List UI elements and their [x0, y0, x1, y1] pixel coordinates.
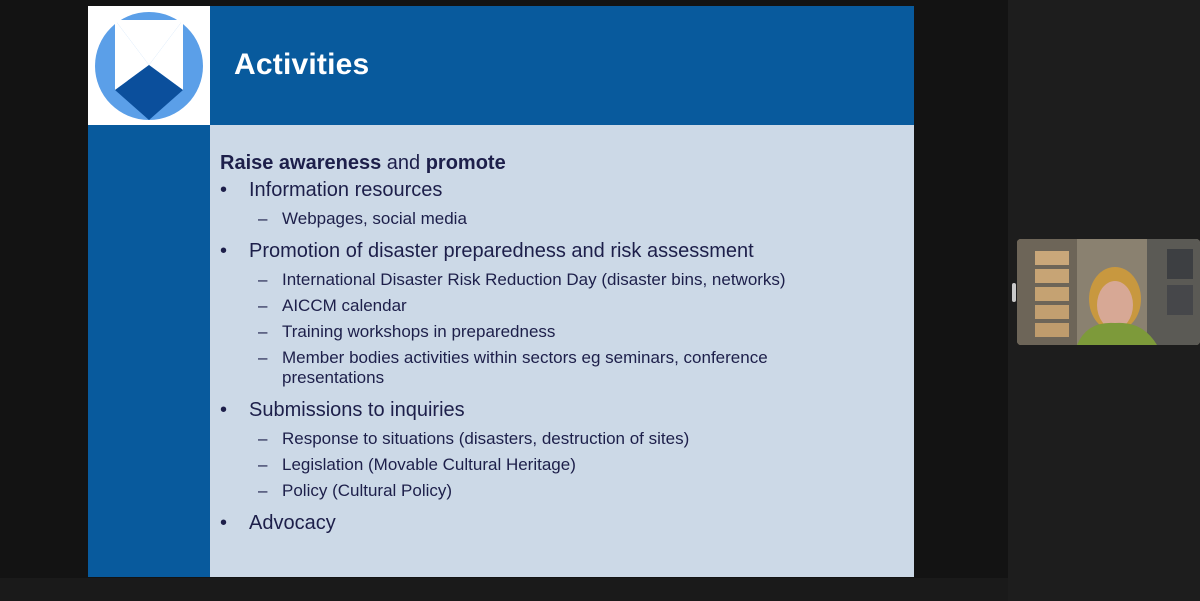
resize-handle[interactable]	[1012, 283, 1016, 302]
sub-item: – Response to situations (disasters, destruction of sites)	[258, 429, 690, 448]
sub-item: – Member bodies activities within sectors eg seminars, conference presentations	[258, 348, 768, 387]
left-band	[88, 125, 210, 577]
shared-slide	[88, 6, 914, 577]
bullet-item: • Advocacy	[220, 512, 336, 534]
participant-video-tile[interactable]	[1017, 239, 1200, 345]
bullet-item: • Promotion of disaster preparedness and risk assessment	[220, 240, 754, 262]
logo	[88, 6, 210, 125]
sub-item: – Webpages, social media	[258, 209, 467, 228]
sub-item: – Policy (Cultural Policy)	[258, 481, 453, 500]
logo-icon	[93, 10, 205, 122]
sub-item: – International Disaster Risk Reduction Day (disaster bins, networks)	[258, 270, 786, 289]
sub-item: – AICCM calendar	[258, 296, 407, 315]
bullet-item: • Submissions to inquiries	[220, 399, 465, 421]
slide-title: Activities	[234, 48, 370, 81]
bullet-item: • Information resources	[220, 179, 443, 201]
sub-item: – Training workshops in preparedness	[258, 322, 556, 341]
sub-item: – Legislation (Movable Cultural Heritage)	[258, 455, 576, 474]
slide-heading: Raise awareness and promote	[220, 152, 506, 174]
bottom-bar	[0, 578, 1008, 601]
slide-content	[220, 152, 900, 545]
participant-video-icon	[1017, 239, 1200, 345]
